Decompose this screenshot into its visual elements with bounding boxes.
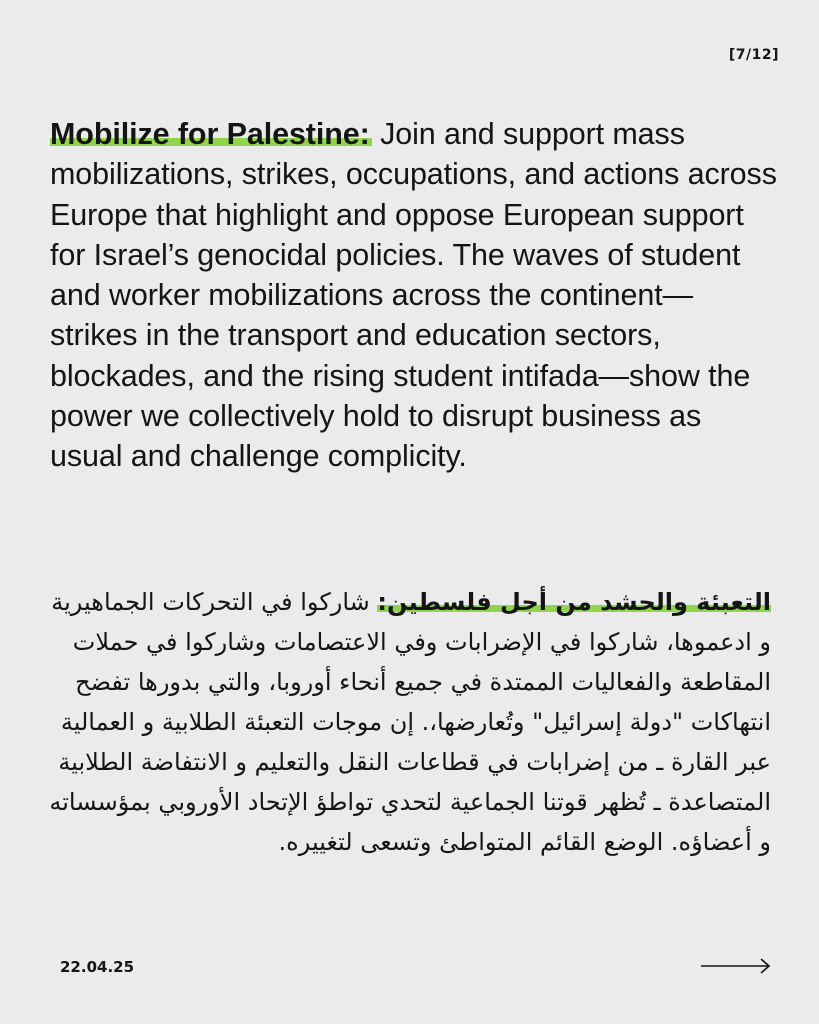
page-counter: [7/12] (728, 47, 779, 63)
english-body: Join and support mass mobilizations, strikes, occupations, and actions across Europe that highlight and oppose European support for Israel’s genocidal policies. The waves of student and worker mobilizations across the continent—strikes in the transport and education sectors, blockades, and the rising student intifada—show the power we collectively hold to disrupt business as usual and challenge complicity. (50, 117, 777, 474)
english-paragraph (50, 114, 780, 477)
english-heading: Mobilize for Palestine: (50, 117, 370, 151)
post-date: 22.04.25 (60, 958, 135, 976)
arabic-body: شاركوا في التحركات الجماهيرية و ادعموها، شاركوا في الإضرابات وفي الاعتصامات وشاركوا في حملات المقاطعة والفعاليات الممتدة في جميع أنحاء أوروبا، والتي بدورها تفضح انتهاكات "دولة إسرائيل" وتُعارضها،. إن موجات التعبئة الطلابية و العمالية عبر القارة ـ من إضرابات في قطاعات النقل والتعليم و الانتفاضة الطلابية المتصاعدة ـ تُظهر قوتنا الجماعية لتحدي تواطؤ الإتحاد الأوروبي بمؤسساته و أعضاؤه. الوضع القائم المتواطئ وتسعى لتغييره. (49, 588, 771, 856)
arabic-heading: التعبئة والحشد من أجل فلسطين: (377, 588, 771, 616)
arabic-paragraph (47, 582, 771, 862)
arrow-right-icon[interactable] (700, 955, 772, 977)
